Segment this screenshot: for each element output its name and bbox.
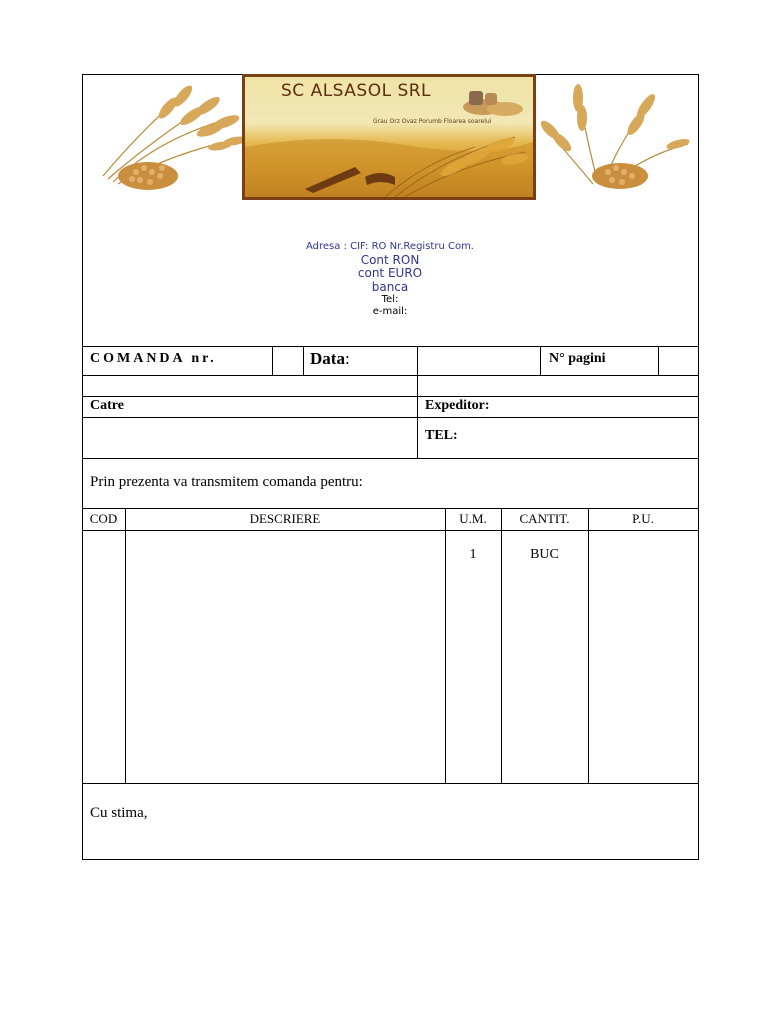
header-cod: COD (89, 511, 118, 526)
header-um: U.M. (459, 511, 487, 526)
catre-label: Catre (90, 398, 124, 413)
header-pu: P.U. (632, 511, 654, 526)
email-line: e-mail: (372, 306, 408, 317)
wheat-left-image (88, 84, 243, 194)
company-name: SC ALSASOL SRL (281, 81, 432, 101)
row-um: 1 (469, 547, 477, 562)
grain-bags-icon (455, 85, 527, 117)
intro-text: Prin prezenta va transmitem comanda pentru: (90, 474, 363, 490)
closing-text: Cu stima, (90, 805, 148, 821)
tel-line: Tel: (381, 294, 399, 305)
wheat-field-image (245, 127, 533, 197)
cont-euro: cont EURO (357, 266, 423, 280)
row-cantit: BUC (530, 547, 559, 562)
wheat-right-image (538, 84, 690, 194)
tel-label: TEL: (425, 428, 458, 443)
table-row (82, 531, 699, 783)
comanda-label: COMANDA nr. (90, 351, 217, 366)
header-cantit: CANTIT. (519, 511, 570, 526)
company-banner (242, 74, 536, 200)
header-descriere: DESCRIERE (249, 511, 321, 526)
company-tagline: Grau Orz Ovaz Porumb Floarea soarelui (373, 118, 492, 125)
contact-block (240, 240, 540, 318)
cont-ron: Cont RON (360, 253, 420, 267)
data-label-colon: : (344, 349, 350, 368)
data-label-text: Data (310, 349, 345, 368)
banca: banca (371, 280, 409, 294)
address-line: Adresa : CIF: RO Nr.Registru Com. (306, 241, 474, 252)
pagini-label: N° pagini (549, 351, 606, 366)
expeditor-label: Expeditor: (425, 398, 490, 413)
data-label (310, 349, 350, 369)
